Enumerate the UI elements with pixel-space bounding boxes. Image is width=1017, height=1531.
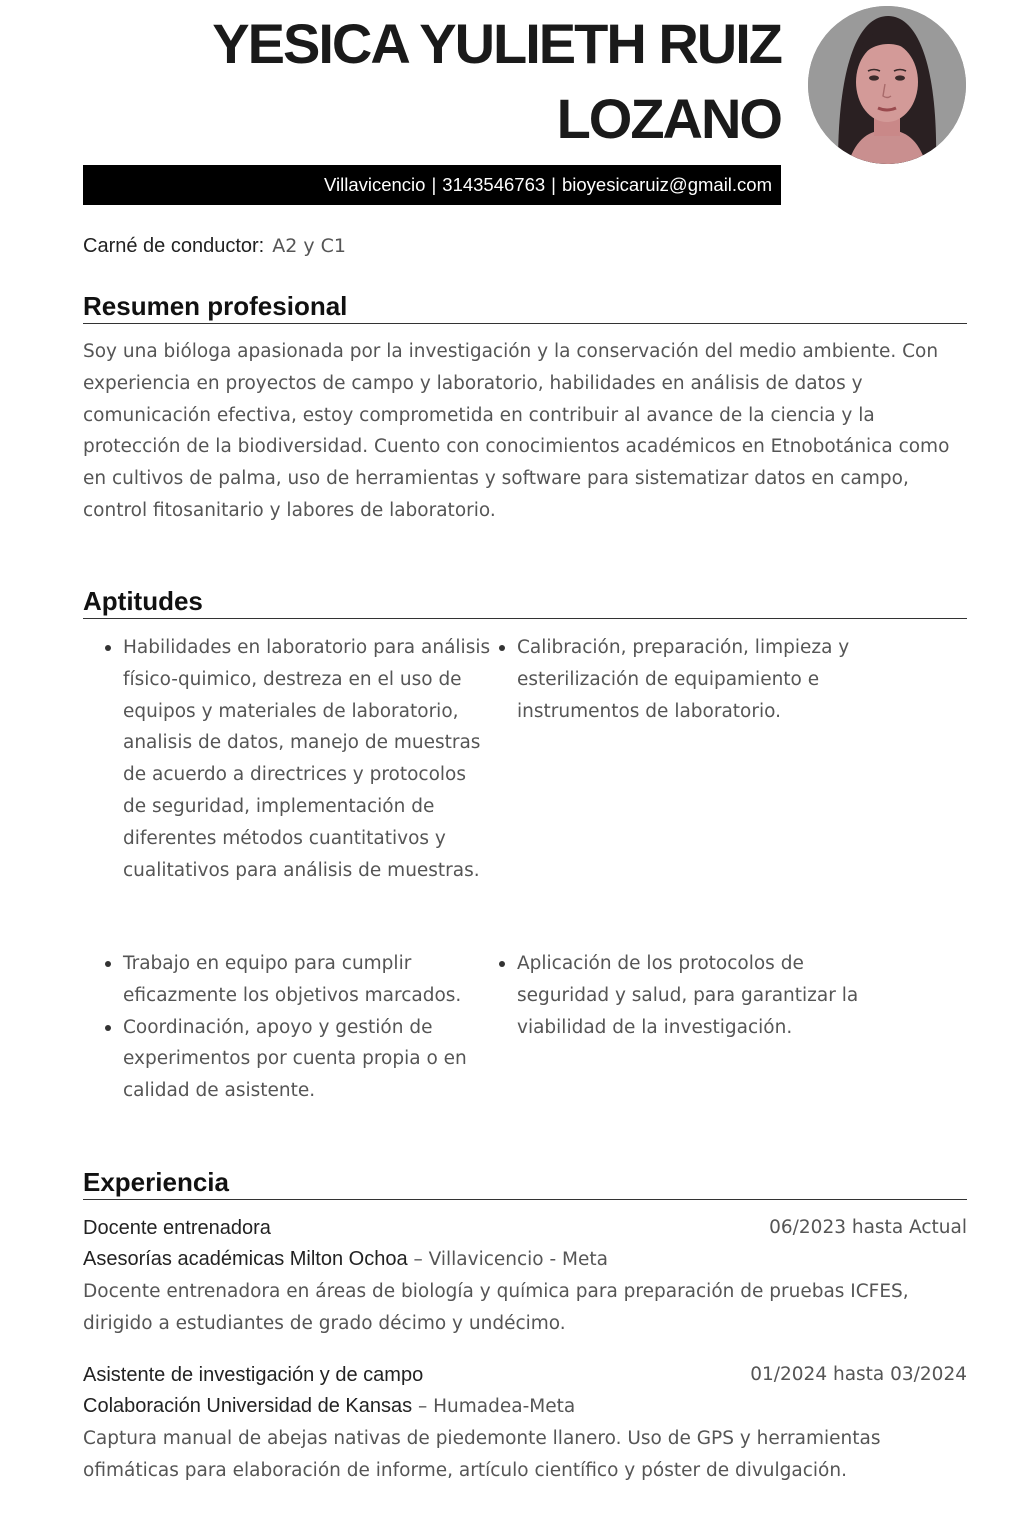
driver-license-label: Carné de conductor:	[83, 235, 265, 257]
job-title: Asistente de investigación y de campo	[83, 1364, 424, 1386]
profile-photo	[808, 6, 966, 164]
bullet-icon	[499, 645, 505, 651]
job-company: Colaboración Universidad de Kansas	[83, 1395, 413, 1417]
skills-list-left	[83, 632, 493, 886]
job-description: Docente entrenadora en áreas de biología y química para preparación de pruebas ICFES, dirigido a estudiantes de grado décimo y undécimo.	[83, 1280, 909, 1334]
skill-item	[477, 948, 887, 1043]
skill-text: Aplicación de los protocolos de seguridad y salud, para garantizar la viabilidad de la investigación.	[517, 953, 859, 1038]
contact-bar	[83, 165, 781, 205]
job-header	[83, 1212, 967, 1244]
skill-item	[477, 632, 887, 727]
contact-phone: 3143546763	[442, 174, 546, 195]
section-title-summary: Resumen profesional	[83, 291, 967, 324]
job-location: – Humadea-Meta	[417, 1396, 576, 1417]
skill-text: Coordinación, apoyo y gestión de experimentos por cuenta propia o en calidad de asistente.	[123, 1016, 467, 1102]
skill-text: Calibración, preparación, limpieza y esterilización de equipamiento e instrumentos de laboratorio.	[517, 637, 850, 722]
driver-license-value: A2 y C1	[272, 235, 346, 257]
job-company: Asesorías académicas Milton Ochoa	[83, 1248, 408, 1270]
bullet-icon	[499, 961, 505, 967]
profile-photo-portrait	[808, 6, 966, 164]
candidate-name-line2: LOZANO	[556, 87, 781, 150]
experience-entry	[83, 1212, 967, 1339]
bullet-icon	[105, 1025, 111, 1031]
skill-item	[83, 632, 493, 886]
skill-text: Habilidades en laboratorio para análisis físico-quimico, destreza en el uso de equipos y materiales de laboratorio, analisis de datos, manejo de muestras de acuerdo a directrices y protocolos de seguridad, implementación de diferentes métodos cuantitativos y cualitativos para análisis de muestras.	[123, 637, 491, 881]
job-company-row	[83, 1244, 967, 1276]
bullet-icon	[105, 645, 111, 651]
skill-item	[83, 1012, 493, 1107]
job-dates: 01/2024 hasta 03/2024	[750, 1364, 967, 1385]
experience-entry	[83, 1359, 967, 1486]
candidate-name-line1: YESICA YULIETH RUIZ	[212, 12, 781, 75]
professional-summary: Soy una bióloga apasionada por la investigación y la conservación del medio ambiente. Con experiencia en proyectos de campo y laboratorio, habilidades en análisis de datos y comunicación efectiva, estoy comprometida en contribuir al avance de la ciencia y la protección de la biodiversidad. Cuento con conocimientos académicos en Etnobotánica como en cultivos de palma, uso de herramientas y software para sistematizar datos en campo, control fitosanitario y labores de laboratorio.	[83, 341, 950, 521]
job-dates: 06/2023 hasta Actual	[769, 1217, 967, 1238]
section-title-experience: Experiencia	[83, 1167, 967, 1200]
job-company-row	[83, 1391, 967, 1423]
job-title: Docente entrenadora	[83, 1217, 271, 1239]
skills-list-right	[477, 948, 887, 1043]
contact-separator: |	[551, 174, 556, 195]
skills-list-right	[477, 632, 887, 727]
bullet-icon	[105, 961, 111, 967]
driver-license	[83, 232, 346, 260]
skill-text: Trabajo en equipo para cumplir eficazmente los objetivos marcados.	[123, 953, 462, 1006]
section-title-skills: Aptitudes	[83, 586, 967, 619]
skill-item	[83, 948, 493, 1012]
skills-list-left	[83, 948, 493, 1107]
contact-city: Villavicencio	[324, 174, 426, 195]
job-description: Captura manual de abejas nativas de piedemonte llanero. Uso de GPS y herramientas ofimáticas para elaboración de informe, artículo científico y póster de divulgación.	[83, 1427, 881, 1481]
job-location: – Villavicencio - Meta	[413, 1249, 608, 1270]
job-header	[83, 1359, 967, 1391]
contact-separator: |	[431, 174, 437, 195]
contact-email: bioyesicaruiz@gmail.com	[561, 174, 772, 195]
